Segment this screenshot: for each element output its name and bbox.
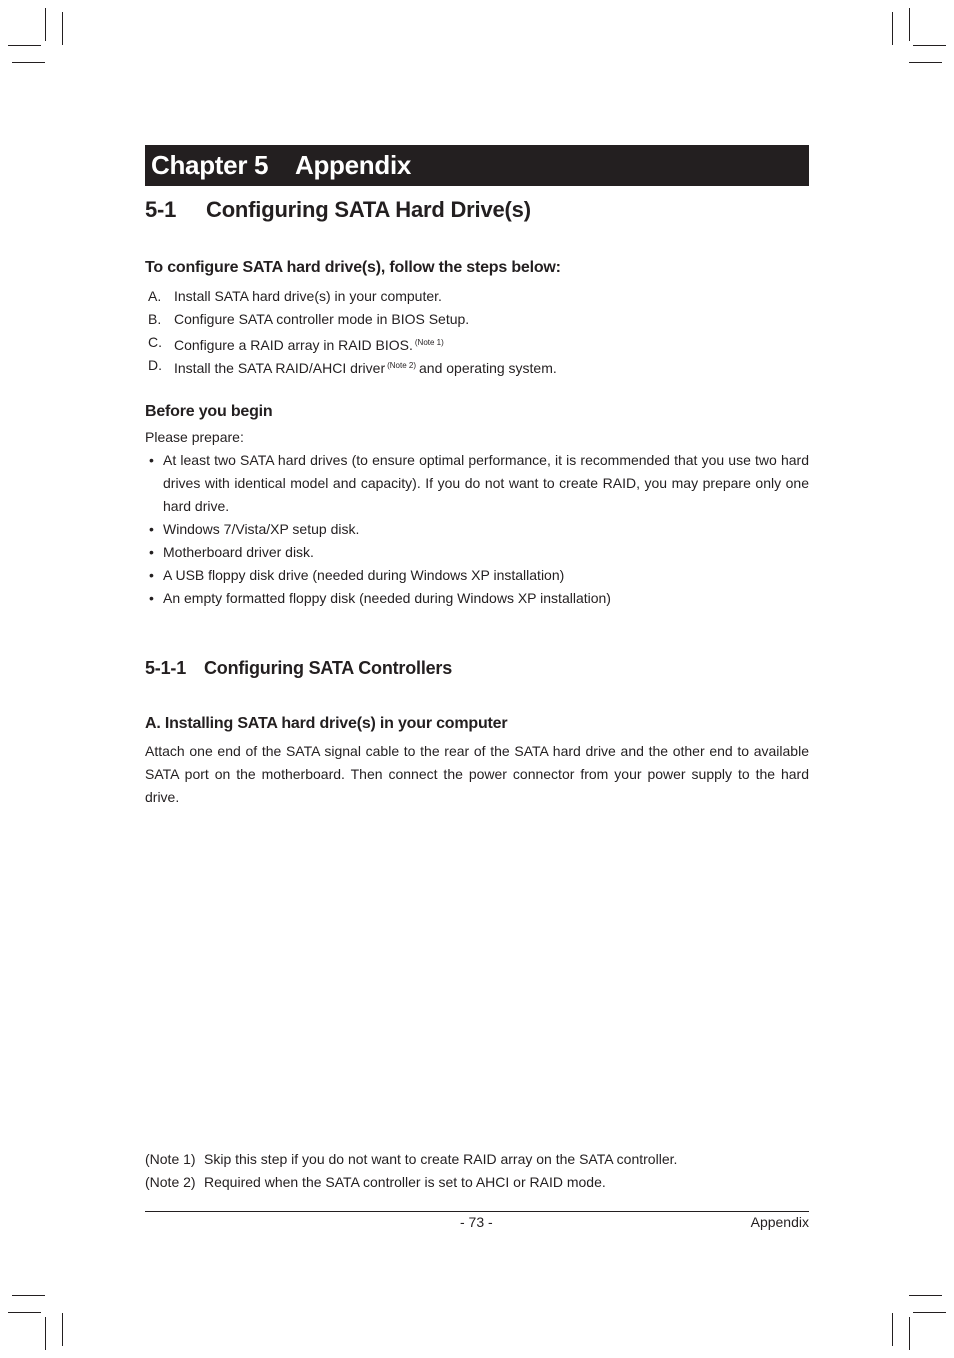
step-letter: A. [148,288,162,304]
page-number: - 73 - [460,1214,493,1230]
footer-section-name: Appendix [750,1214,809,1230]
crop-mark [892,1313,893,1346]
crop-mark [913,1312,946,1313]
footnote-label: (Note 1) [145,1151,196,1167]
section-title-text: Configuring SATA Hard Drive(s) [206,197,531,222]
list-item [145,541,809,564]
list-item [145,449,809,518]
crop-mark [8,1312,41,1313]
footnote [145,1148,677,1171]
subsection-title-text: Configuring SATA Controllers [204,658,453,678]
bullet-icon: • [149,544,154,560]
list-item-text: Motherboard driver disk. [163,544,314,560]
footnote-text: Required when the SATA controller is set to AHCI or RAID mode. [204,1174,606,1190]
list-item [145,564,809,587]
bullet-icon: • [149,590,154,606]
footer-divider [145,1211,809,1212]
crop-mark [12,62,45,63]
list-item-text: Windows 7/Vista/XP setup disk. [163,521,360,537]
crop-mark [12,1295,45,1296]
chapter-banner [145,145,809,186]
bullet-icon: • [149,567,154,583]
footnote [145,1171,677,1194]
chapter-title: Appendix [295,150,412,180]
step-text: Install the SATA RAID/AHCI driver [174,360,386,376]
crop-mark [62,12,63,45]
footnote-text: Skip this step if you do not want to create RAID array on the SATA controller. [204,1151,678,1167]
prepare-list [145,449,809,610]
step-text-continued: and operating system. [419,360,557,376]
subsection-title [145,658,452,679]
step-text: Install SATA hard drive(s) in your computer. [174,288,442,304]
crop-mark [913,45,946,46]
list-item [145,518,809,541]
step-letter: B. [148,311,162,327]
list-item [145,587,809,610]
before-heading: Before you begin [145,403,273,420]
crop-mark [62,1313,63,1346]
bullet-icon: • [149,452,154,468]
bullet-icon: • [149,521,154,537]
before-intro: Please prepare: [145,429,244,445]
step-item [148,354,808,377]
list-item-text: A USB floppy disk drive (needed during Windows XP installation) [163,567,565,583]
crop-mark [8,45,41,46]
crop-mark [45,8,46,41]
step-text: Configure a RAID array in RAID BIOS. [174,337,413,353]
crop-mark [892,12,893,45]
footnotes [145,1148,677,1194]
step-letter: C. [148,334,162,350]
crop-mark [909,8,910,41]
section-number: 5-1 [145,197,177,222]
note-reference: (Note 1) [414,338,444,347]
step-item [148,331,808,354]
steps-heading: To configure SATA hard drive(s), follow the steps below: [145,259,561,276]
step-item [148,308,808,331]
crop-mark [45,1317,46,1350]
section-title [145,197,531,223]
install-paragraph: Attach one end of the SATA signal cable to the rear of the SATA hard drive and the other end to available SATA port on the motherboard. Then connect the power connector from your power supply to the hard drive. [145,743,809,805]
step-text: Configure SATA controller mode in BIOS Setup. [174,311,470,327]
crop-mark [909,1317,910,1350]
steps-list [148,285,808,377]
chapter-number: Chapter 5 [151,150,269,180]
step-letter: D. [148,357,162,373]
subsection-number: 5-1-1 [145,658,187,678]
list-item-text: At least two SATA hard drives (to ensure optimal performance, it is recommended that you use two hard drives with identical model and capacity). If you do not want to create RAID, you may prepare only one hard drive. [163,452,809,514]
step-item [148,285,808,308]
footnote-label: (Note 2) [145,1174,196,1190]
note-reference: (Note 2) [387,361,417,370]
crop-mark [909,62,942,63]
crop-mark [909,1295,942,1296]
install-heading: A. Installing SATA hard drive(s) in your computer [145,715,508,732]
list-item-text: An empty formatted floppy disk (needed during Windows XP installation) [163,590,611,606]
